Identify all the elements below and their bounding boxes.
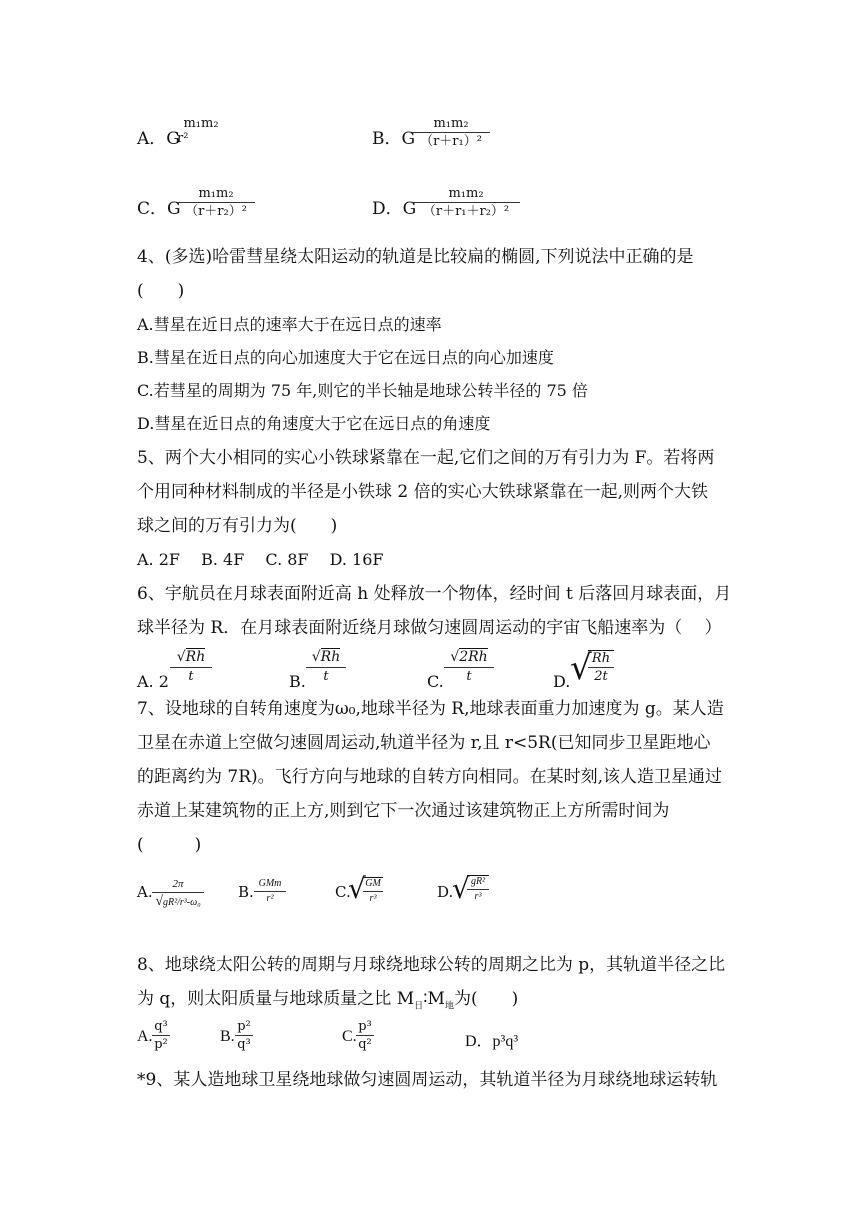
q7-line-4: 赤道上某建筑物的正上方,则到它下一次通过该建筑物正上方所需时间为 [137, 801, 670, 821]
q3-b-fraction [412, 116, 490, 149]
q5-options: A. 2F B. 4F C. 8F D. 16F [137, 550, 384, 569]
q8-b-label: B. [220, 1028, 235, 1045]
q3-d-numerator: m₁m₂ [448, 186, 484, 201]
q6-b-label: B. [289, 672, 306, 691]
q3-a-label: A．G [137, 129, 180, 149]
q4-option-b: B.彗星在近日点的向心加速度大于它在远日点的向心加速度 [137, 348, 554, 367]
q6-c-denominator: t [466, 669, 472, 684]
q7-paren: ( ) [137, 835, 202, 855]
q7-a-numerator: 2π [172, 878, 184, 890]
q8-line-2-text-b: ∶M [423, 989, 445, 1009]
q6-d-numerator: Rh [591, 651, 611, 666]
q8-option-d: D．p³q³ [465, 1033, 519, 1050]
q7-line-1: 7、设地球的自转角速度为ω₀,地球半径为 R,地球表面重力加速度为 g。某人造 [137, 699, 724, 719]
q7-line-2: 卫星在赤道上空做匀速圆周运动,轨道半径为 r,且 r<5R(已知同步卫星距地心 [137, 733, 711, 753]
q3-a-numerator: m₁m₂ [183, 116, 219, 131]
q8-b-numerator: p² [237, 1019, 251, 1034]
q7-d-denominator: r³ [474, 891, 482, 902]
q4-option-c: C.若彗星的周期为 75 年,则它的半长轴是地球公转半径的 75 倍 [137, 381, 588, 400]
q7-c-radical-sign: √ [348, 872, 366, 905]
q8-c-denominator: q² [358, 1037, 372, 1052]
q8-a-fraction [152, 1019, 170, 1052]
q6-d-radical-sign: √ [570, 648, 592, 688]
q8-earth-subscript: 地 [444, 1001, 454, 1012]
q6-d-label: D. [553, 672, 571, 691]
q7-c-denominator: r³ [369, 893, 377, 904]
q6-c-fraction: √2Rh t [444, 648, 494, 684]
q6-c-radicand: 2Rh [459, 649, 488, 665]
q6-b-fraction: √Rh t [306, 648, 346, 684]
q4-option-a: A.彗星在近日点的速率大于在远日点的速率 [137, 315, 442, 334]
q7-d-fraction [467, 875, 489, 903]
q8-a-label: A. [137, 1028, 153, 1045]
q6-line-1: 6、宇航员在月球表面附近高 h 处释放一个物体，经时间 t 后落回月球表面，月 [137, 584, 732, 604]
q7-c-numerator: GM [365, 878, 381, 889]
q8-a-numerator: q³ [154, 1019, 168, 1034]
q6-a-fraction: √Rh t [170, 648, 212, 684]
q4-stem: 4、(多选)哈雷彗星绕太阳运动的轨道是比较扁的椭圆,下列说法中正确的是 [137, 247, 694, 267]
q6-b-radicand: Rh [320, 649, 341, 665]
q7-c-fraction [363, 877, 383, 905]
q3-b-denominator: （r＋r₁）² [420, 134, 482, 149]
q3-d-label: D．G [372, 199, 417, 219]
q3-b-numerator: m₁m₂ [433, 116, 469, 131]
q7-b-label: B. [238, 883, 254, 901]
q7-c-label: C. [335, 883, 351, 901]
q3-c-numerator: m₁m₂ [198, 186, 234, 201]
q7-a-tail: -ω₀ [186, 897, 201, 908]
q8-c-fraction [356, 1019, 374, 1052]
q4-option-d: D.彗星在近日点的角速度大于它在远日点的角速度 [137, 414, 491, 433]
q8-line-2 [137, 987, 518, 1018]
q3-a-fraction [177, 116, 225, 146]
q3-b-label: B．G [372, 129, 416, 149]
q9-line-1: *9、某人造地球卫星绕地球做匀速圆周运动，其轨道半径为月球绕地球运转轨 [137, 1070, 718, 1090]
q7-d-radical-sign: √ [452, 872, 470, 905]
q7-d-label: D. [437, 883, 454, 901]
q6-d-fraction [588, 650, 614, 684]
q7-line-3: 的距离约为 7R)。飞行方向与地球的自转方向相同。在某时刻,该人造卫星通过 [137, 767, 723, 787]
q7-b-fraction [254, 878, 286, 905]
q8-c-label: C. [342, 1028, 357, 1045]
q8-c-numerator: p³ [358, 1019, 372, 1034]
q8-b-fraction [235, 1019, 253, 1052]
q6-c-label: C. [427, 672, 444, 691]
q8-a-denominator: p² [154, 1037, 168, 1052]
q4-paren: ( ) [137, 281, 185, 301]
q3-d-denominator: （r＋r₁＋r₂）² [422, 204, 510, 219]
q7-a-label: A. [137, 883, 153, 901]
q6-line-2: 球半径为 R．在月球表面附近绕月球做匀速圆周运动的宇宙飞船速率为（ ） [137, 618, 722, 638]
q5-line-3: 球之间的万有引力为( ) [137, 516, 338, 536]
q8-line-2-text-a: 为 q，则太阳质量与地球质量之比 M [137, 989, 415, 1009]
q6-d-denominator: 2t [594, 669, 608, 684]
q8-line-1: 8、地球绕太阳公转的周期与月球绕地球公转的周期之比为 p，其轨道半径之比 [137, 955, 726, 975]
q3-c-label: C．G [137, 199, 181, 219]
q7-b-denominator: r² [266, 893, 274, 904]
q8-sun-subscript: 日 [414, 1001, 424, 1012]
q5-line-2: 个用同种材料制成的半径是小铁球 2 倍的实心大铁球紧靠在一起,则两个大铁 [137, 482, 709, 502]
q6-a-denominator: t [188, 669, 194, 684]
q6-a-label: A. 2 [137, 672, 169, 691]
q7-b-numerator: GMm [258, 878, 282, 889]
q7-d-numerator: gR² [470, 876, 486, 887]
q3-a-denominator: r² [177, 131, 189, 146]
q3-c-denominator: （r＋r₂）² [185, 204, 247, 219]
q3-c-fraction [177, 186, 255, 219]
q6-a-radicand: Rh [185, 649, 206, 665]
q3-d-fraction [412, 186, 520, 219]
q7-a-fraction: 2π √gR²/r³-ω₀ [152, 878, 204, 911]
q8-line-2-text-c: 为( ) [453, 989, 519, 1009]
q7-a-radicand: gR²/r³ [163, 897, 187, 908]
q6-b-denominator: t [323, 669, 329, 684]
q5-line-1: 5、两个大小相同的实心小铁球紧靠在一起,它们之间的万有引力为 F。若将两 [137, 448, 715, 468]
q8-b-denominator: q³ [237, 1037, 251, 1052]
